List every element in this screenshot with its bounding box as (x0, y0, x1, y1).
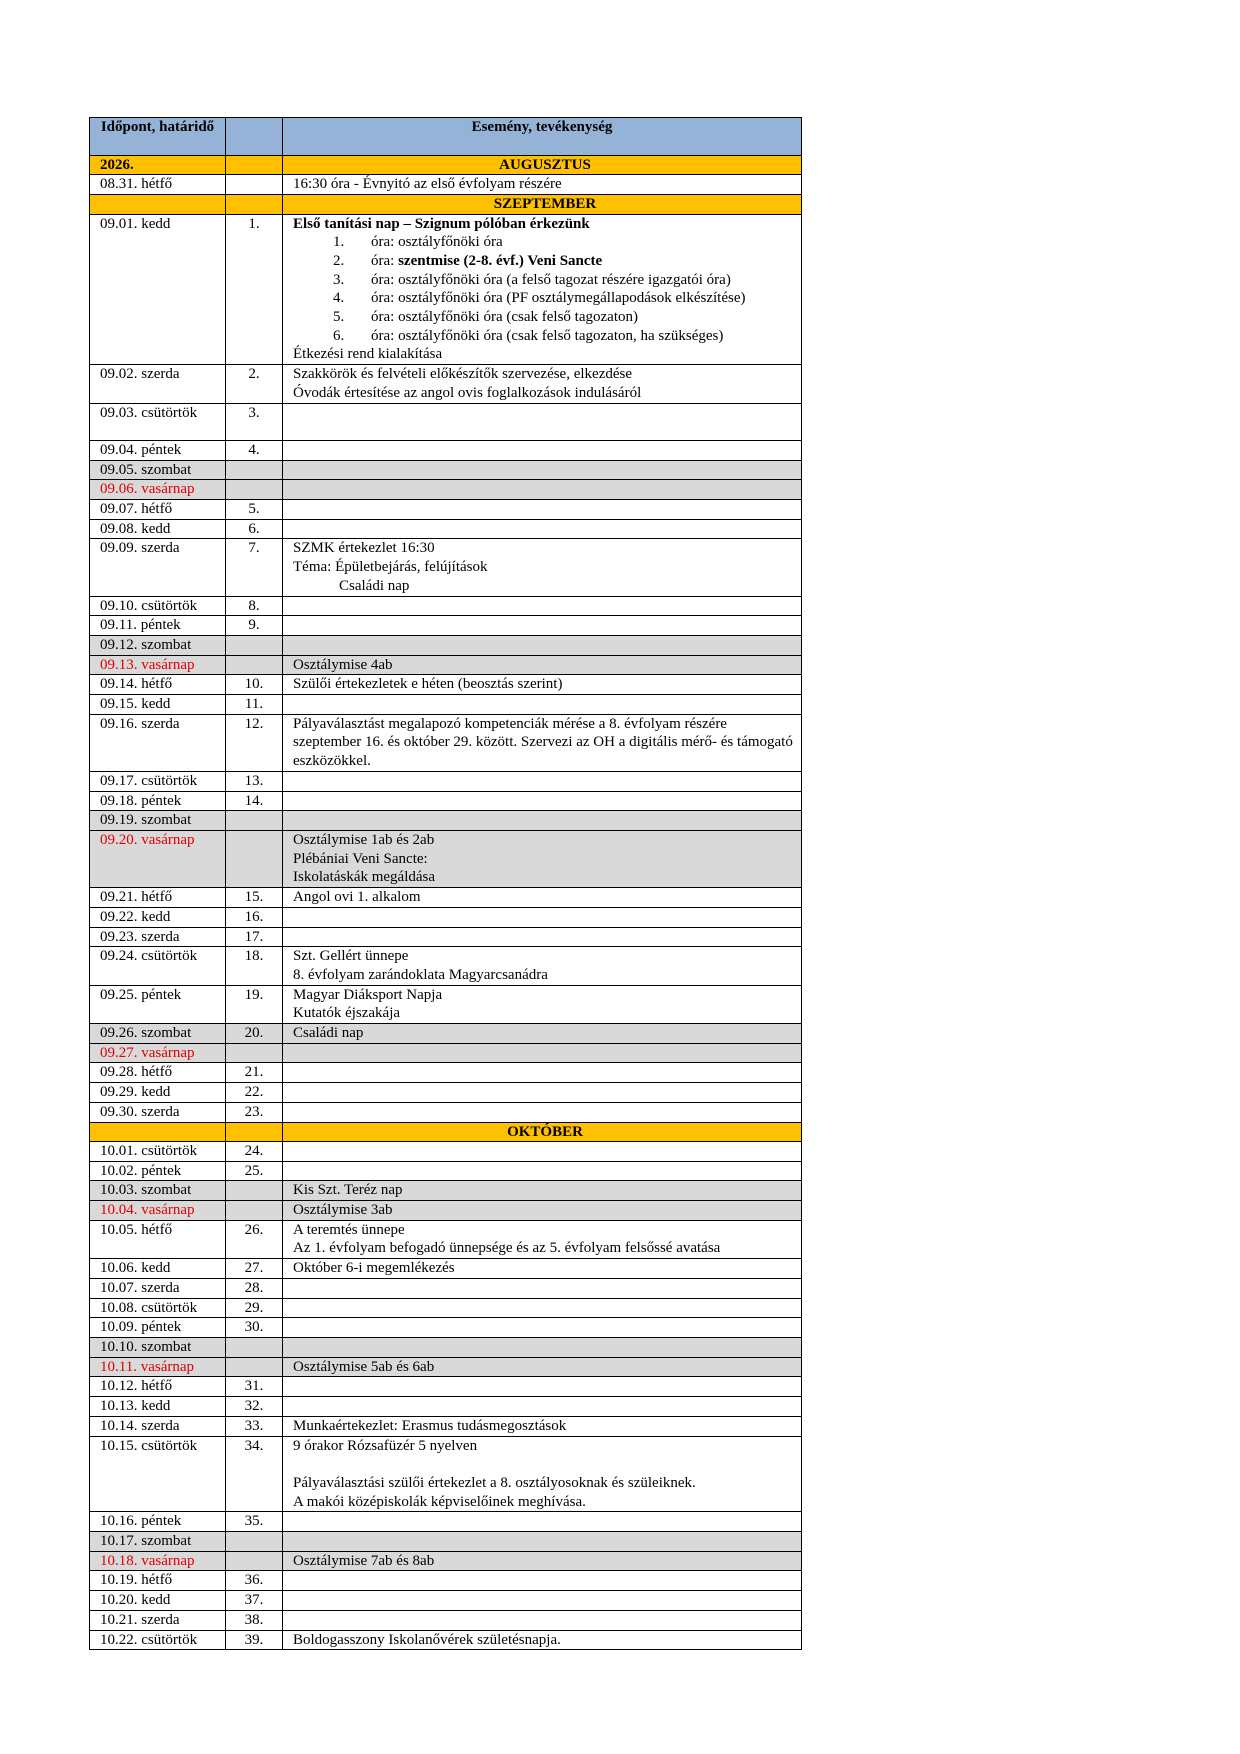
event-line: Angol ovi 1. alkalom (293, 889, 421, 906)
date-cell: 09.27. vasárnap (90, 1043, 226, 1063)
lesson-day-number: 28. (226, 1278, 283, 1298)
date-cell: 10.11. vasárnap (90, 1357, 226, 1377)
lesson-day-number (226, 460, 283, 480)
period-text (371, 271, 731, 290)
day-row-0927 (90, 1043, 802, 1063)
date-cell: 10.03. szombat (90, 1181, 226, 1201)
date-cell: 09.07. hétfő (90, 500, 226, 520)
period-desc: osztályfőnöki óra (398, 234, 503, 251)
day-row-0907 (90, 500, 802, 520)
schedule-table (89, 117, 802, 1650)
lesson-day-number: 37. (226, 1591, 283, 1611)
day-row-1012 (90, 1377, 802, 1397)
event-line: Szülői értekezletek e héten (beosztás szerint) (293, 676, 563, 693)
date-cell: 09.29. kedd (90, 1083, 226, 1103)
date-cell: 09.28. hétfő (90, 1063, 226, 1083)
event-cell (283, 1591, 802, 1611)
date-cell: 09.04. péntek (90, 440, 226, 460)
date-cell: 09.17. csütörtök (90, 771, 226, 791)
day-row-0923 (90, 927, 802, 947)
lesson-day-number: 21. (226, 1063, 283, 1083)
event-line: SZMK értekezlet 16:30 (293, 540, 435, 557)
lesson-day-number: 18. (226, 947, 283, 985)
period-item (333, 252, 797, 271)
event-cell (283, 1630, 802, 1650)
month-year: 2026. (90, 156, 226, 175)
day-row-0910 (90, 596, 802, 616)
event-line: 9 órakor Rózsafüzér 5 nyelven (293, 1437, 478, 1454)
period-desc: osztályfőnöki óra (csak felső tagozaton, ha szükséges) (398, 327, 724, 344)
day-row-0903 (90, 403, 802, 440)
event-cell (283, 1220, 802, 1258)
date-cell: 09.13. vasárnap (90, 655, 226, 675)
period-desc: osztályfőnöki óra (a felső tagozat részére igazgatói óra) (398, 271, 731, 288)
month-year (90, 1122, 226, 1141)
day-row-1019 (90, 1571, 802, 1591)
lesson-day-number (226, 831, 283, 888)
day-row-1010 (90, 1337, 802, 1357)
day-row-0917 (90, 771, 802, 791)
period-text (371, 252, 602, 271)
date-cell: 10.16. péntek (90, 1512, 226, 1532)
date-cell: 08.31. hétfő (90, 175, 226, 195)
date-cell: 10.19. hétfő (90, 1571, 226, 1591)
event-cell (283, 1024, 802, 1044)
event-cell (283, 771, 802, 791)
date-cell: 10.12. hétfő (90, 1377, 226, 1397)
day-row-0921 (90, 888, 802, 908)
day-row-1017 (90, 1532, 802, 1552)
month-name: SZEPTEMBER (283, 195, 802, 214)
event-cell (283, 403, 802, 440)
period-item (333, 327, 797, 346)
period-number: 4. (333, 290, 345, 307)
event-cell (283, 1397, 802, 1417)
date-cell: 09.23. szerda (90, 927, 226, 947)
lesson-day-number: 31. (226, 1377, 283, 1397)
day-row-0919 (90, 811, 802, 831)
event-cell (283, 1337, 802, 1357)
event-cell (283, 791, 802, 811)
day-row-0918 (90, 791, 802, 811)
day-row-1008 (90, 1298, 802, 1318)
lesson-day-number: 11. (226, 695, 283, 715)
event-cell (283, 519, 802, 539)
lesson-day-number (226, 1043, 283, 1063)
lesson-day-number: 14. (226, 791, 283, 811)
period-list (293, 233, 797, 345)
event-line: Szakkörök és felvételi előkészítők szervezése, elkezdése (293, 366, 633, 383)
day-row-0922 (90, 907, 802, 927)
date-cell: 09.26. szombat (90, 1024, 226, 1044)
date-cell: 10.21. szerda (90, 1610, 226, 1630)
date-cell: 09.02. szerda (90, 365, 226, 403)
event-cell (283, 365, 802, 403)
date-cell: 09.09. szerda (90, 539, 226, 596)
date-cell: 10.14. szerda (90, 1416, 226, 1436)
day-row-0908 (90, 519, 802, 539)
day-row-1006 (90, 1259, 802, 1279)
lesson-day-number (226, 811, 283, 831)
date-cell: 09.30. szerda (90, 1102, 226, 1122)
event-line: Magyar Diáksport Napja (293, 986, 443, 1003)
event-line: Osztálymise 4ab (293, 656, 393, 673)
event-cell (283, 1377, 802, 1397)
date-cell: 09.08. kedd (90, 519, 226, 539)
date-cell: 10.09. péntek (90, 1318, 226, 1338)
event-cell (283, 831, 802, 888)
period-prefix: óra: (371, 290, 399, 307)
event-cell (283, 1298, 802, 1318)
event-cell (283, 214, 802, 365)
event-cell (283, 695, 802, 715)
month-row-okt (90, 1122, 802, 1141)
day-row-1021 (90, 1610, 802, 1630)
lesson-day-number: 8. (226, 596, 283, 616)
period-desc: osztályfőnöki óra (csak felső tagozaton) (398, 309, 638, 326)
event-title: Első tanítási nap – Szignum pólóban érkezünk (293, 215, 590, 232)
lesson-day-number (226, 1532, 283, 1552)
event-cell (283, 1102, 802, 1122)
day-row-0909 (90, 539, 802, 596)
day-row-1002 (90, 1161, 802, 1181)
day-row-1011 (90, 1357, 802, 1377)
day-row-1022 (90, 1630, 802, 1650)
lesson-day-number: 38. (226, 1610, 283, 1630)
date-cell: 10.10. szombat (90, 1337, 226, 1357)
period-prefix: óra: (371, 309, 399, 326)
event-cell (283, 675, 802, 695)
period-prefix: óra: (371, 234, 399, 251)
lesson-day-number: 10. (226, 675, 283, 695)
date-cell: 10.20. kedd (90, 1591, 226, 1611)
lesson-day-number: 4. (226, 440, 283, 460)
event-cell (283, 440, 802, 460)
lesson-day-number (226, 175, 283, 195)
period-item (333, 271, 797, 290)
day-row-0915 (90, 695, 802, 715)
lesson-day-number (226, 480, 283, 500)
event-line: Szt. Gellért ünnepe (293, 948, 409, 965)
event-cell (283, 1083, 802, 1103)
day-row-0926 (90, 1024, 802, 1044)
lesson-day-number: 16. (226, 907, 283, 927)
lesson-day-number (226, 1181, 283, 1201)
lesson-day-number: 9. (226, 616, 283, 636)
day-row-1018 (90, 1551, 802, 1571)
event-line: Osztálymise 3ab (293, 1202, 393, 1219)
date-cell: 09.24. csütörtök (90, 947, 226, 985)
day-row-1001 (90, 1141, 802, 1161)
period-number: 6. (333, 327, 345, 344)
date-cell: 10.07. szerda (90, 1278, 226, 1298)
lesson-day-number: 22. (226, 1083, 283, 1103)
schedule-document (89, 117, 801, 1650)
lesson-day-number: 19. (226, 985, 283, 1023)
lesson-day-number (226, 635, 283, 655)
day-row-0911 (90, 616, 802, 636)
event-cell (283, 927, 802, 947)
event-cell (283, 985, 802, 1023)
day-row-0928 (90, 1063, 802, 1083)
event-line: Kis Szt. Teréz nap (293, 1182, 403, 1199)
event-cell (283, 635, 802, 655)
month-row-sep (90, 195, 802, 214)
period-prefix: óra: (371, 252, 399, 269)
lesson-day-number (226, 1357, 283, 1377)
date-column-header: Időpont, határidő (90, 118, 226, 156)
date-cell: 10.04. vasárnap (90, 1201, 226, 1221)
date-cell: 10.05. hétfő (90, 1220, 226, 1258)
event-line: Pályaválasztási szülői értekezlet a 8. osztályosoknak és szüleiknek. (293, 1474, 696, 1491)
month-name: AUGUSZTUS (283, 156, 802, 175)
period-text (371, 308, 638, 327)
date-cell: 09.12. szombat (90, 635, 226, 655)
date-cell: 10.18. vasárnap (90, 1551, 226, 1571)
lesson-day-number: 15. (226, 888, 283, 908)
event-cell (283, 460, 802, 480)
lesson-day-number: 7. (226, 539, 283, 596)
table-header-row (90, 118, 802, 156)
day-row-1014 (90, 1416, 802, 1436)
date-cell: 10.22. csütörtök (90, 1630, 226, 1650)
lesson-day-number: 32. (226, 1397, 283, 1417)
day-row-0901 (90, 214, 802, 365)
date-cell: 09.22. kedd (90, 907, 226, 927)
month-name: OKTÓBER (283, 1122, 802, 1141)
date-cell: 09.01. kedd (90, 214, 226, 365)
lesson-day-number: 12. (226, 714, 283, 771)
lesson-day-number: 1. (226, 214, 283, 365)
lesson-day-number: 3. (226, 403, 283, 440)
lesson-day-number: 25. (226, 1161, 283, 1181)
day-row-0902 (90, 365, 802, 403)
event-line-indented: Családi nap (339, 577, 410, 594)
day-row-1004 (90, 1201, 802, 1221)
event-cell (283, 539, 802, 596)
lesson-day-number: 26. (226, 1220, 283, 1258)
date-cell: 09.14. hétfő (90, 675, 226, 695)
date-cell: 09.11. péntek (90, 616, 226, 636)
number-column-header (226, 118, 283, 156)
event-cell (283, 1259, 802, 1279)
date-cell: 09.16. szerda (90, 714, 226, 771)
date-cell: 10.06. kedd (90, 1259, 226, 1279)
event-footer: Étkezési rend kialakítása (293, 346, 443, 363)
day-row-0916 (90, 714, 802, 771)
event-line: Óvodák értesítése az angol ovis foglalkozások indulásáról (293, 384, 642, 401)
date-cell: 10.02. péntek (90, 1161, 226, 1181)
day-row-0912 (90, 635, 802, 655)
date-cell: 09.15. kedd (90, 695, 226, 715)
event-line: Osztálymise 7ab és 8ab (293, 1552, 435, 1569)
event-line: 16:30 óra - Évnyitó az első évfolyam részére (293, 176, 562, 193)
period-number: 3. (333, 271, 345, 288)
event-line: 8. évfolyam zarándoklata Magyarcsanádra (293, 966, 548, 983)
event-cell (283, 1357, 802, 1377)
period-item (333, 308, 797, 327)
period-number: 2. (333, 252, 345, 269)
date-cell: 09.18. péntek (90, 791, 226, 811)
period-bold: szentmise (2-8. évf.) Veni Sancte (398, 252, 603, 269)
lesson-day-number: 34. (226, 1436, 283, 1512)
event-cell (283, 947, 802, 985)
event-line: Osztálymise 5ab és 6ab (293, 1358, 435, 1375)
day-row-0906 (90, 480, 802, 500)
day-row-0913 (90, 655, 802, 675)
day-row-1003 (90, 1181, 802, 1201)
period-prefix: óra: (371, 327, 399, 344)
date-cell: 10.01. csütörtök (90, 1141, 226, 1161)
event-cell (283, 480, 802, 500)
month-spacer (226, 1122, 283, 1141)
period-number: 1. (333, 234, 345, 251)
event-cell (283, 1571, 802, 1591)
lesson-day-number: 39. (226, 1630, 283, 1650)
event-cell (283, 1201, 802, 1221)
event-cell (283, 1181, 802, 1201)
date-cell: 10.15. csütörtök (90, 1436, 226, 1512)
lesson-day-number: 33. (226, 1416, 283, 1436)
period-text (371, 289, 745, 308)
date-cell: 09.19. szombat (90, 811, 226, 831)
event-line: Plébániai Veni Sancte: (293, 850, 428, 867)
lesson-day-number: 36. (226, 1571, 283, 1591)
event-column-header: Esemény, tevékenység (283, 118, 802, 156)
lesson-day-number: 35. (226, 1512, 283, 1532)
day-row-0924 (90, 947, 802, 985)
date-cell: 09.25. péntek (90, 985, 226, 1023)
event-cell (283, 1278, 802, 1298)
day-row-1005 (90, 1220, 802, 1258)
event-cell (283, 811, 802, 831)
day-row-0914 (90, 675, 802, 695)
day-row-0904 (90, 440, 802, 460)
event-cell (283, 1512, 802, 1532)
lesson-day-number (226, 1337, 283, 1357)
event-line: Iskolatáskák megáldása (293, 869, 436, 886)
day-row-1009 (90, 1318, 802, 1338)
event-cell (283, 596, 802, 616)
day-row-1013 (90, 1397, 802, 1417)
lesson-day-number: 30. (226, 1318, 283, 1338)
event-line: Az 1. évfolyam befogadó ünnepsége és az 5. évfolyam felsőssé avatása (293, 1240, 721, 1257)
day-row-0925 (90, 985, 802, 1023)
lesson-day-number (226, 1201, 283, 1221)
month-spacer (226, 156, 283, 175)
date-cell: 10.13. kedd (90, 1397, 226, 1417)
date-cell: 09.06. vasárnap (90, 480, 226, 500)
lesson-day-number: 24. (226, 1141, 283, 1161)
lesson-day-number: 27. (226, 1259, 283, 1279)
event-line: A makói középiskolák képviselőinek meghívása. (293, 1493, 586, 1510)
lesson-day-number (226, 655, 283, 675)
event-cell (283, 1436, 802, 1512)
date-cell: 09.20. vasárnap (90, 831, 226, 888)
period-prefix: óra: (371, 271, 399, 288)
event-cell (283, 1063, 802, 1083)
event-line: Munkaértekezlet: Erasmus tudásmegosztások (293, 1417, 567, 1434)
event-cell (283, 1416, 802, 1436)
event-line: Téma: Épületbejárás, felújítások (293, 559, 488, 576)
event-line: Osztálymise 1ab és 2ab (293, 832, 435, 848)
day-row-1016 (90, 1512, 802, 1532)
lesson-day-number: 20. (226, 1024, 283, 1044)
period-text (371, 327, 723, 346)
month-spacer (226, 195, 283, 214)
lesson-day-number: 29. (226, 1298, 283, 1318)
period-item (333, 289, 797, 308)
day-row-1015 (90, 1436, 802, 1512)
event-cell (283, 1043, 802, 1063)
lesson-day-number: 17. (226, 927, 283, 947)
lesson-day-number: 2. (226, 365, 283, 403)
event-cell (283, 1551, 802, 1571)
day-row-1007 (90, 1278, 802, 1298)
event-cell (283, 175, 802, 195)
month-year (90, 195, 226, 214)
lesson-day-number (226, 1551, 283, 1571)
event-cell (283, 1318, 802, 1338)
event-line (293, 1455, 797, 1474)
date-cell: 09.05. szombat (90, 460, 226, 480)
day-row-1020 (90, 1591, 802, 1611)
event-cell (283, 888, 802, 908)
date-cell: 09.03. csütörtök (90, 403, 226, 440)
event-line: Családi nap (293, 1025, 364, 1042)
lesson-day-number: 5. (226, 500, 283, 520)
date-cell: 09.10. csütörtök (90, 596, 226, 616)
lesson-day-number: 23. (226, 1102, 283, 1122)
date-cell: 10.17. szombat (90, 1532, 226, 1552)
event-cell (283, 1141, 802, 1161)
period-number: 5. (333, 309, 345, 326)
day-row-0831 (90, 175, 802, 195)
event-line: Boldogasszony Iskolanővérek születésnapja. (293, 1631, 561, 1648)
day-row-0930 (90, 1102, 802, 1122)
event-cell (283, 907, 802, 927)
day-row-0929 (90, 1083, 802, 1103)
lesson-day-number: 13. (226, 771, 283, 791)
event-cell (283, 655, 802, 675)
event-cell (283, 616, 802, 636)
event-cell (283, 1161, 802, 1181)
date-cell: 10.08. csütörtök (90, 1298, 226, 1318)
event-line: Október 6-i megemlékezés (293, 1260, 455, 1277)
month-row-aug (90, 156, 802, 175)
lesson-day-number: 6. (226, 519, 283, 539)
event-line: Pályaválasztást megalapozó kompetenciák mérése a 8. évfolyam részére szeptember 16. és október 29. között. Szervezi az OH a digitális mérő- és támogató eszközökkel. (293, 715, 793, 770)
period-desc: osztályfőnöki óra (PF osztálymegállapodások elkészítése) (398, 290, 746, 307)
period-text (371, 233, 503, 252)
event-cell (283, 714, 802, 771)
event-line: A teremtés ünnepe (293, 1221, 405, 1238)
event-cell (283, 1532, 802, 1552)
date-cell: 09.21. hétfő (90, 888, 226, 908)
event-cell (283, 500, 802, 520)
day-row-0905 (90, 460, 802, 480)
period-item (333, 233, 797, 252)
day-row-0920 (90, 831, 802, 888)
event-cell (283, 1610, 802, 1630)
event-line: Kutatók éjszakája (293, 1005, 401, 1022)
